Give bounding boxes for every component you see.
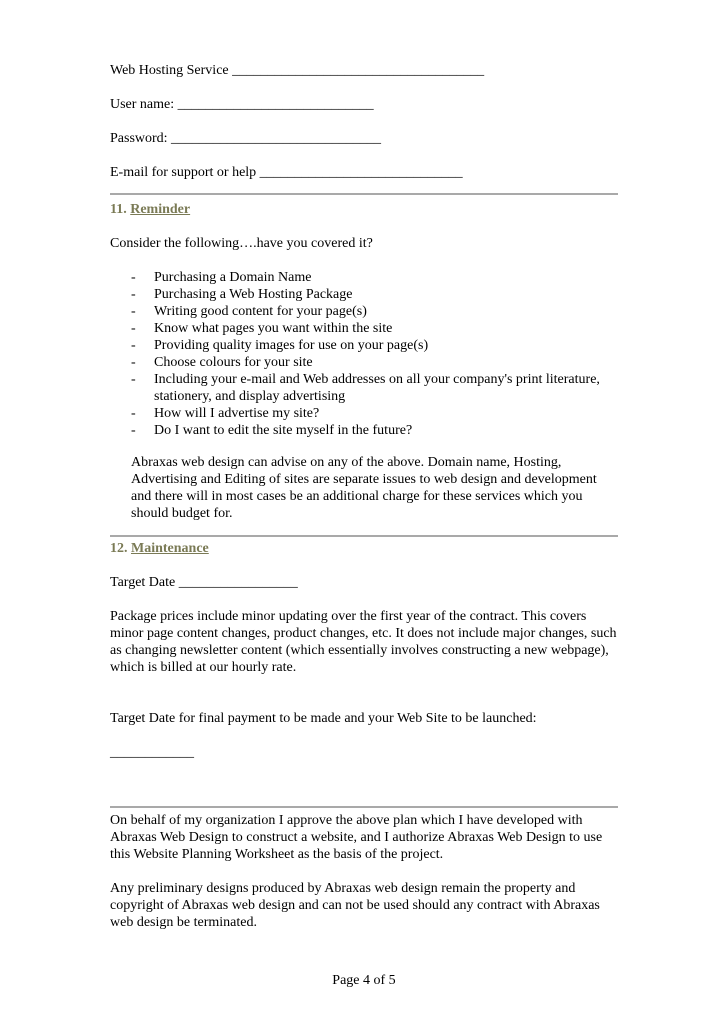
section-11-number: 11. (110, 202, 127, 217)
bullet-dash: - (131, 304, 136, 319)
password-field: Password: ______________________________ (110, 131, 382, 146)
list-item: - Purchasing a Domain Name (131, 270, 312, 285)
reminder-note: Abraxas web design can advise on any of the above. Domain name, Hosting, Advertising and Editing of sites are separate issues to web design and development and there will in most cases be an additional charge for these services which you should budget for. (131, 455, 597, 521)
username-field: User name: ____________________________ (110, 97, 374, 112)
list-item: - Choose colours for your site (131, 355, 313, 370)
bullet-dash: - (131, 423, 136, 438)
reminder-checklist (128, 269, 608, 439)
bullet-dash: - (131, 372, 136, 387)
bullet-dash: - (131, 287, 136, 302)
list-item: - Providing quality images for use on your page(s) (131, 338, 429, 353)
reminder-link[interactable]: Reminder (130, 202, 191, 217)
list-item: - Purchasing a Web Hosting Package (131, 287, 353, 302)
list-item: - Including your e-mail and Web addresses on all your company's print literature, stationery, and display advertising (131, 372, 600, 404)
bullet-dash: - (131, 355, 136, 370)
package-prices-text: Package prices include minor updating over the first year of the contract. This covers minor page content changes, product changes, etc. It does not include major changes, such as changing newsletter content (which essentially involves constructing a new webpage), which is billed at our hourly rate. (110, 609, 617, 675)
page-number: Page 4 of 5 (332, 973, 396, 988)
list-item: - Do I want to edit the site myself in the future? (131, 423, 413, 438)
preliminary-designs-text: Any preliminary designs produced by Abraxas web design remain the property and copyright of Abraxas web design and can not be used should any contract with Abraxas web design be terminated. (110, 881, 600, 930)
maintenance-link[interactable]: Maintenance (131, 541, 209, 556)
final-payment-text: Target Date for final payment to be made and your Web Site to be launched: (110, 711, 537, 726)
section-12-number: 12. (110, 541, 128, 556)
list-item: - How will I advertise my site? (131, 406, 320, 421)
section-divider (110, 806, 618, 808)
bullet-dash: - (131, 321, 136, 336)
reminder-intro: Consider the following….have you covered it? (110, 236, 373, 251)
section-11-heading (110, 201, 190, 218)
web-hosting-field: Web Hosting Service ____________________________________ (110, 63, 485, 78)
section-divider (110, 193, 618, 195)
list-item: - Writing good content for your page(s) (131, 304, 367, 319)
section-divider (110, 535, 618, 537)
list-item: - Know what pages you want within the site (131, 321, 393, 336)
bullet-dash: - (131, 338, 136, 353)
maintenance-target-date: Target Date _________________ (110, 575, 298, 590)
bullet-dash: - (131, 406, 136, 421)
final-payment-blank: ____________ (110, 745, 194, 760)
approval-statement: On behalf of my organization I approve the above plan which I have developed with Abraxas Web Design to construct a website, and I authorize Abraxas Web Design to use this Website Planning Worksheet as the basis of the project. (110, 813, 603, 862)
bullet-dash: - (131, 270, 136, 285)
support-email-field: E-mail for support or help _____________________________ (110, 165, 463, 180)
section-12-heading (110, 540, 209, 557)
